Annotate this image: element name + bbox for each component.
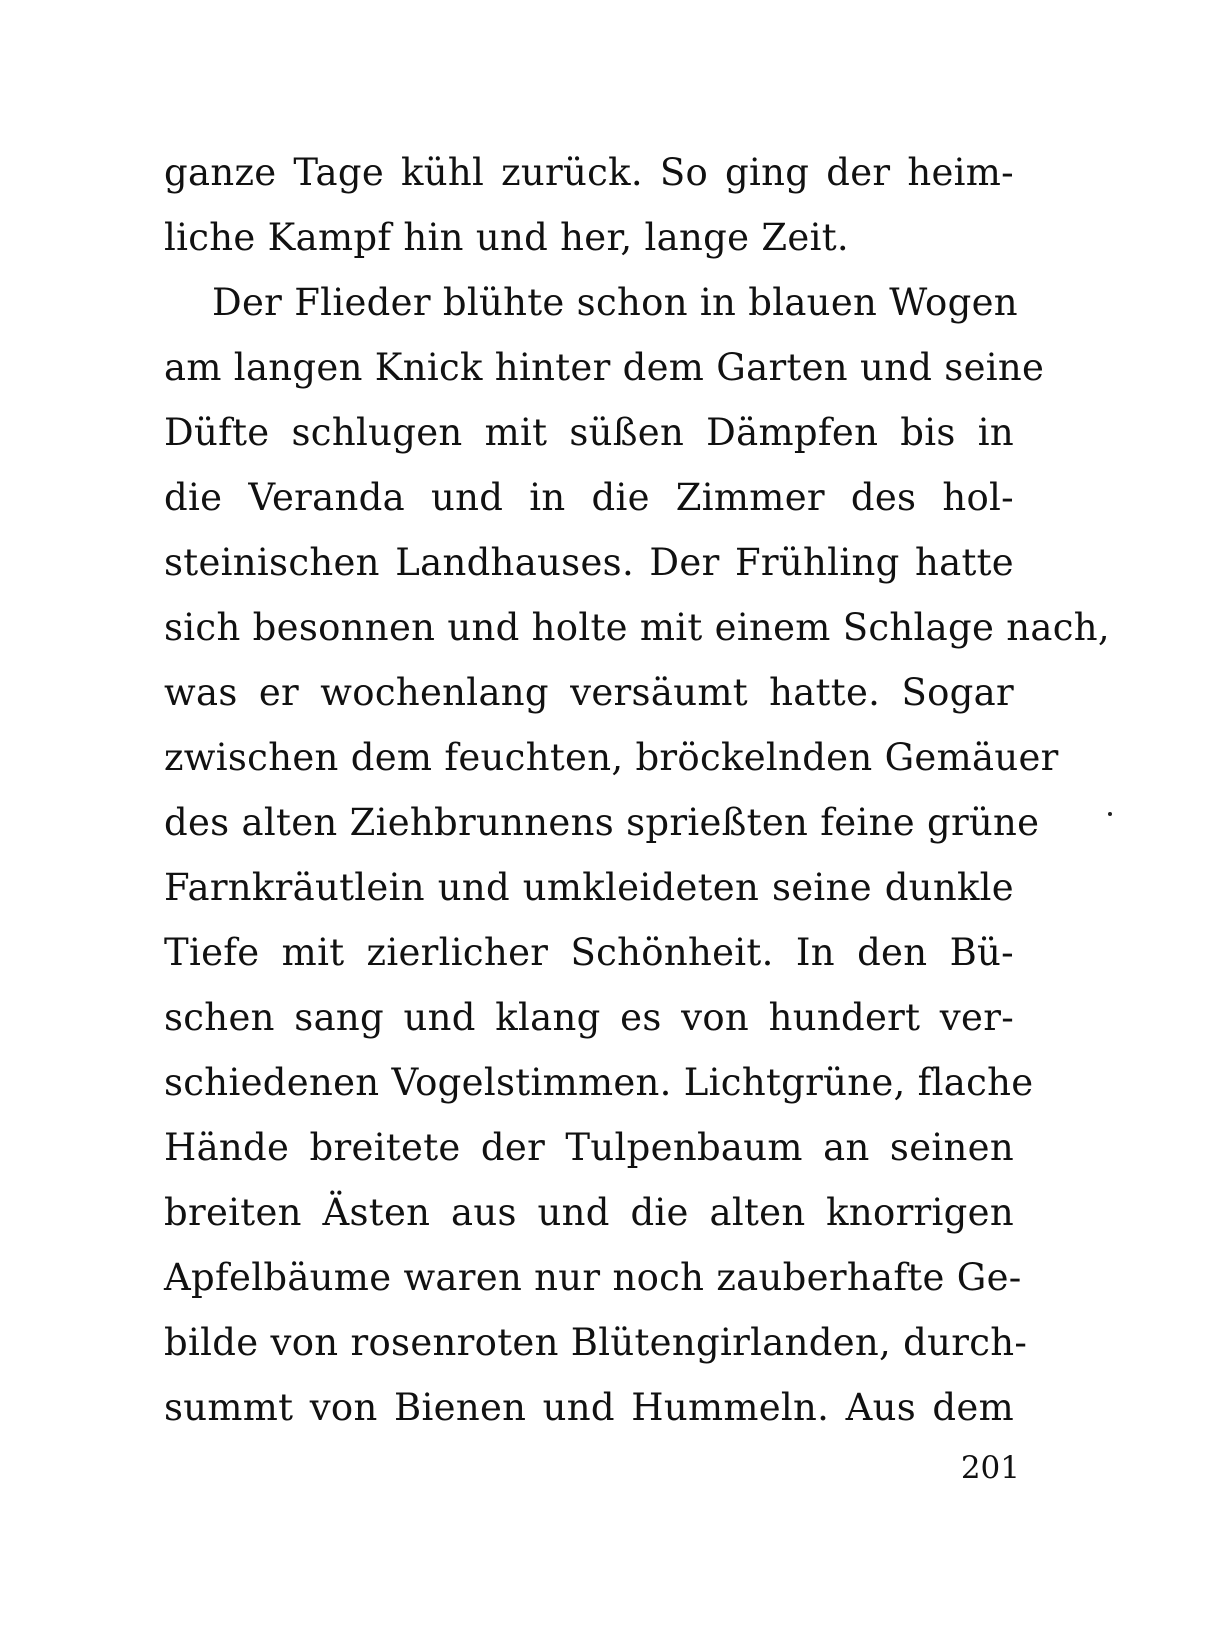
scan-speck [1108,812,1112,816]
text-line: schiedenen Vogelstimmen. Lichtgrüne, flache [164,1061,1034,1104]
text-line: Tiefe mit zierlicher Schönheit. In den Bü- [164,931,1014,974]
text-line: bilde von rosenroten Blütengirlanden, durch- [164,1321,1028,1364]
text-line: steinischen Landhauses. Der Frühling hatte [164,541,1014,584]
body-text [164,140,1110,1440]
text-line: Apfelbäume waren nur noch zauberhafte Ge- [164,1256,1022,1299]
text-line: Düfte schlugen mit süßen Dämpfen bis in [164,411,1014,454]
text-line: Der Flieder blühte schon in blauen Wogen [212,281,1018,324]
text-line: schen sang und klang es von hundert ver- [164,996,1014,1039]
text-line: liche Kampf hin und her, lange Zeit. [164,216,849,259]
text-line: ganze Tage kühl zurück. So ging der heim- [164,151,1014,194]
page-number: 201 [960,1450,1020,1486]
text-line: am langen Knick hinter dem Garten und seine [164,346,1045,389]
text-line: die Veranda und in die Zimmer des hol- [164,476,1014,519]
text-line: Hände breitete der Tulpenbaum an seinen [164,1126,1014,1169]
text-line: summt von Bienen und Hummeln. Aus dem [164,1386,1014,1429]
text-line: Farnkräutlein und umkleideten seine dunkle [164,866,1014,909]
text-line: was er wochenlang versäumt hatte. Sogar [164,671,1014,714]
text-line: breiten Ästen aus und die alten knorrigen [164,1191,1014,1234]
text-line: des alten Ziehbrunnens sprießten feine grüne [164,801,1040,844]
text-line: zwischen dem feuchten, bröckelnden Gemäuer [164,736,1059,779]
text-line: sich besonnen und holte mit einem Schlage nach, [164,606,1110,649]
